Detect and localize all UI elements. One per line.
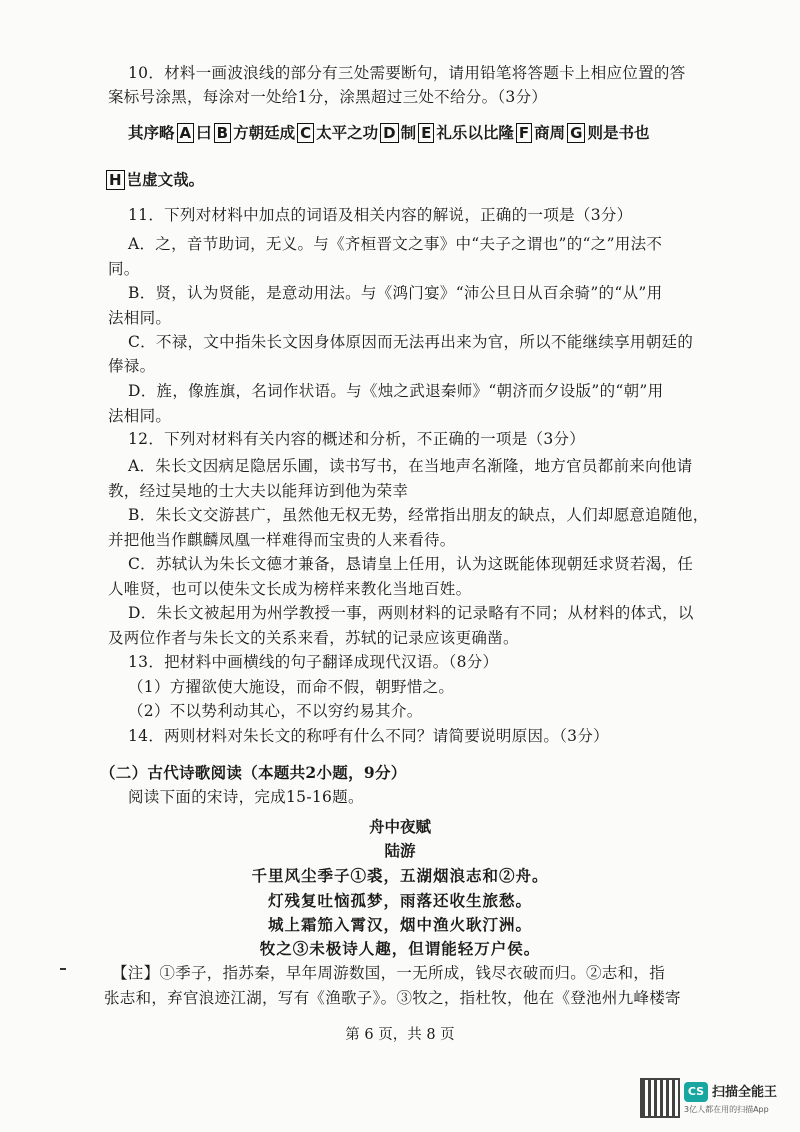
- q13-sentence-1: （1）方擢欲使大施设，而命不假，朝野惜之。: [128, 678, 455, 696]
- poem-title: 舟中夜赋: [368, 817, 431, 836]
- mark-box-f: F: [516, 123, 532, 143]
- watermark-tagline: 3亿人都在用的扫描App: [684, 1105, 769, 1114]
- q12-option-a-line2: 教，经过吴地的士大夫以能拜访到他为荣幸: [108, 482, 409, 500]
- poem-line-1: 千里风尘季子①裘，五湖烟浪志和②舟。: [251, 866, 549, 885]
- section-heading: （二）古代诗歌阅读（本题共2小题，9分）: [100, 763, 407, 782]
- q12-option-b-line1: B．朱长文交游甚广，虽然他无权无势，经常指出朋友的缺点，人们却愿意追随他，: [128, 506, 709, 524]
- mark-box-e: E: [418, 123, 434, 143]
- poem-author: 陆游: [384, 841, 416, 860]
- q11-option-a-line2: 同。: [108, 260, 140, 278]
- q11-option-d-line2: 法相同。: [108, 407, 172, 425]
- q12-option-c-line2: 人唯贤，也可以使朱文长成为榜样来教化当地百姓。: [108, 580, 472, 598]
- q11-option-c-line2: 俸禄。: [108, 357, 156, 375]
- margin-mark: [60, 968, 66, 970]
- mark-box-g: G: [567, 123, 585, 143]
- q10-sentence-end: H 岂虚文哉。: [104, 168, 204, 192]
- q12-option-c-line1: C．苏轼认为朱长文德才兼备，恳请皇上任用，认为这既能体现朝廷求贤若渴，任: [128, 555, 694, 573]
- q13-stem: 13．把材料中画横线的句子翻译成现代汉语。（8分）: [128, 653, 499, 671]
- note-line-2: 张志和，弃官浪迹江湖，写有《渔歌子》。③牧之，指杜牧，他在《登池州九峰楼寄: [104, 989, 681, 1007]
- q12-option-d-line1: D．朱长文被起用为州学教授一事，两则材料的记录略有不同；从材料的体式，以: [128, 604, 694, 622]
- q12-option-a-line1: A．朱长文因病足隐居乐圃，读书写书，在当地声名渐隆，地方官员都前来向他请: [128, 457, 693, 475]
- mark-box-h: H: [106, 170, 125, 190]
- section-intro: 阅读下面的宋诗，完成15-16题。: [128, 788, 364, 806]
- camscanner-logo-icon: CS: [684, 1082, 708, 1102]
- mark-box-b: B: [214, 123, 231, 143]
- q10-stem-line1: 10．材料一画波浪线的部分有三处需要断句，请用铅笔将答题卡上相应位置的答: [128, 64, 686, 82]
- q10-sentence: 其序略 A 曰 B 方朝廷成 C 太平之功 D 制 E 礼乐以比隆 F 商周 G 则是书也: [128, 123, 650, 142]
- q13-sentence-2: （2）不以势利动其心，不以穷约易其介。: [128, 702, 423, 720]
- mark-box-d: D: [380, 123, 398, 143]
- q11-option-c-line1: C．不禄，文中指朱长文因身体原因而无法再出来为官，所以不能继续享用朝廷的: [128, 333, 694, 351]
- poem-line-3: 城上霜笳入霄汉，烟中渔火耿汀洲。: [267, 915, 532, 934]
- q10-stem-line2: 案标号涂黑，每涂对一处给1分，涂黑超过三处不给分。（3分）: [108, 88, 548, 106]
- scanner-watermark: [640, 1078, 790, 1118]
- q11-option-b-line2: 法相同。: [108, 309, 172, 327]
- poem-line-2: 灯残复吐恼孤梦，雨落还收生旅愁。: [267, 891, 532, 910]
- page-footer: 第 6 页，共 8 页: [345, 1027, 455, 1043]
- q11-option-d-line1: D．旌，像旌旗，名词作状语。与《烛之武退秦师》“朝济而夕设版”的“朝”用: [128, 382, 664, 400]
- qr-code-icon: [640, 1078, 680, 1118]
- note-line-1: 【注】①季子，指苏秦，早年周游数国，一无所成，钱尽衣破而归。②志和，指: [112, 964, 666, 982]
- mark-box-c: C: [297, 123, 314, 143]
- q12-option-d-line2: 及两位作者与朱长文的关系来看，苏轼的记录应该更确凿。: [108, 629, 519, 647]
- watermark-brand: 扫描全能王: [712, 1085, 778, 1100]
- q11-stem: 11．下列对材料中加点的词语及相关内容的解说，正确的一项是（3分）: [128, 206, 633, 224]
- q11-option-a-line1: A．之，音节助词，无义。与《齐桓晋文之事》中“夫子之谓也”的“之”用法不: [128, 235, 663, 253]
- q11-option-b-line1: B．贤，认为贤能，是意动用法。与《鸿门宴》“沛公旦日从百余骑”的“从”用: [128, 284, 663, 302]
- mark-box-a: A: [177, 123, 195, 143]
- q12-option-b-line2: 并把他当作麒麟凤凰一样难得而宝贵的人来看待。: [108, 531, 456, 549]
- q12-stem: 12．下列对材料有关内容的概述和分析，不正确的一项是（3分）: [128, 430, 586, 448]
- poem-line-4: 牧之③未极诗人趣，但谓能轻万户侯。: [259, 939, 541, 958]
- q14-stem: 14．两则材料对朱长文的称呼有什么不同？请简要说明原因。（3分）: [128, 727, 609, 745]
